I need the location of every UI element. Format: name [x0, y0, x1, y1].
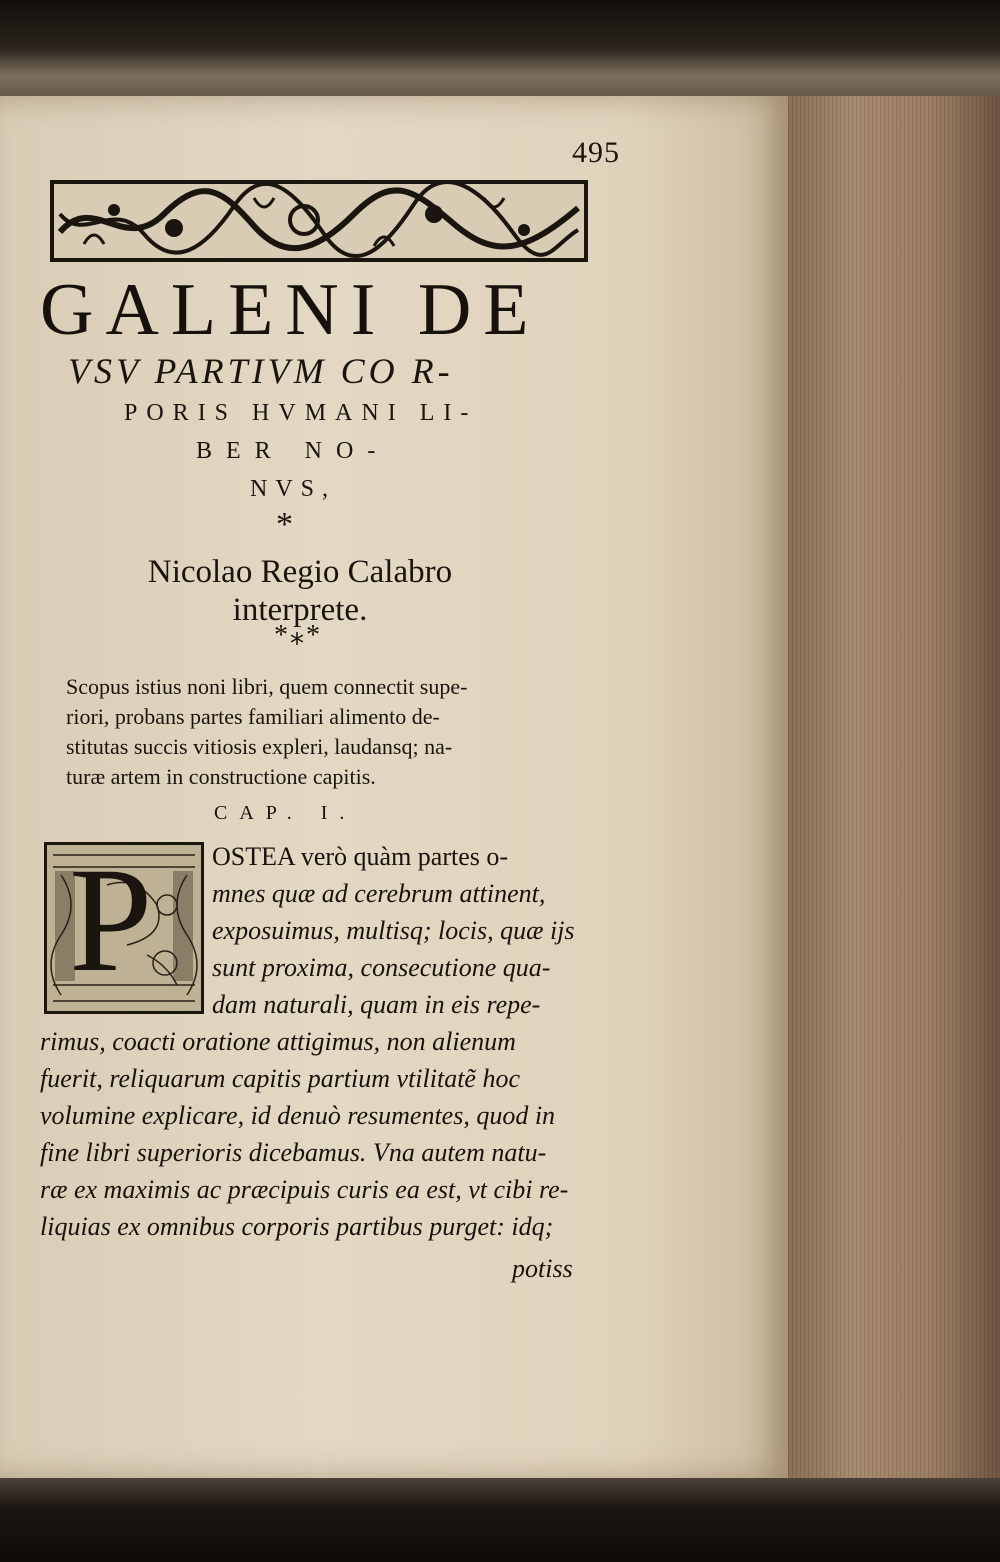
translator-line-1: Nicolao Regio Calabro [147, 554, 453, 590]
book-bottom-edge [0, 1478, 1000, 1562]
body-line: mnes quæ ad cerebrum attinent, [212, 879, 546, 908]
catchword: potiss [512, 1254, 573, 1283]
subtitle-line-3: BER NO- [196, 438, 390, 464]
summary-line: stitutas succis vitiosis expleri, laudansq; na- [66, 734, 453, 759]
body-line: ræ ex maximis ac præcipuis curis ea est, vt cibi re- [40, 1175, 569, 1204]
chapter-heading: CAP. I. [214, 802, 357, 824]
ornamental-headpiece [50, 180, 588, 262]
main-title: GALENI DE [40, 269, 541, 351]
body-line: fuerit, reliquarum capitis partium vtilitatẽ hoc [40, 1064, 520, 1093]
body-line: volumine explicare, id denuò resumentes, quod in [40, 1101, 556, 1130]
subtitle-line-2: PORIS HVMANI LI- [124, 400, 478, 426]
decorated-initial [44, 837, 204, 1014]
body-line: fine libri superioris dicebamus. Vna autem natu- [40, 1138, 547, 1167]
book-fore-edge [788, 96, 1000, 1478]
summary-line: riori, probans partes familiari alimento de- [66, 704, 440, 729]
translator-line-2: interprete. [232, 592, 368, 628]
body-line: dam naturali, quam in eis repe- [212, 990, 541, 1019]
body-line: OSTEA verò quàm partes o- [212, 842, 509, 871]
body-line: rimus, coacti oratione attigimus, non alienum [40, 1027, 516, 1056]
page-number: 495 [572, 136, 620, 169]
body-line: exposuimus, multisq; locis, quæ ijs [212, 916, 575, 945]
body-line: sunt proxima, consecutione qua- [212, 953, 551, 982]
vine-scroll-ornament-icon [54, 184, 584, 258]
summary-line: Scopus istius noni libri, quem connectit supe- [66, 674, 468, 699]
subtitle-line-4: NVS, [250, 476, 337, 502]
chapter-summary [66, 672, 566, 792]
body-line: liquias ex omnibus corporis partibus purget: idq; [40, 1212, 554, 1241]
initial-letter: P [69, 837, 153, 1003]
asterism-ornament: *⁎* [274, 620, 322, 651]
star-ornament: * [276, 506, 293, 543]
subtitle-line-1: VSV PARTIVM CO R- [68, 351, 454, 391]
summary-line: turæ artem in constructione capitis. [66, 764, 376, 789]
